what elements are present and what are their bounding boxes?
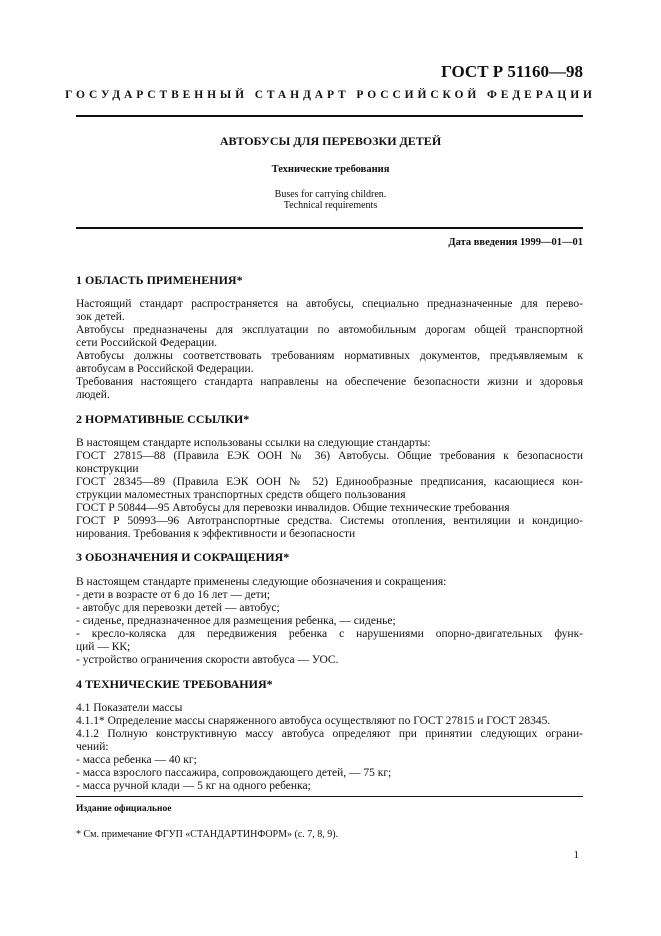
- section-1-line: сети Российской Федерации.: [76, 337, 218, 349]
- top-rule: [76, 115, 583, 117]
- document-subtitle: Технические требования: [271, 164, 390, 175]
- footer-rule: [76, 796, 583, 797]
- section-2-line: нирования. Требования к эффективности и безопасности: [76, 528, 356, 540]
- section-3-line: ций — КК;: [76, 641, 131, 653]
- document-number: ГОСТ Р 51160—98: [441, 62, 583, 81]
- document-title: АВТОБУСЫ ДЛЯ ПЕРЕВОЗКИ ДЕТЕЙ: [219, 134, 442, 148]
- state-standard-heading: ГОСУДАРСТВЕННЫЙ СТАНДАРТ РОССИЙСКОЙ ФЕДЕРАЦИИ: [65, 89, 596, 101]
- section-4-line: чений:: [76, 741, 109, 753]
- section-3-heading: 3 ОБОЗНАЧЕНИЯ И СОКРАЩЕНИЯ*: [76, 550, 290, 564]
- section-2-line: ГОСТ 27815—88 (Правила ЕЭК ООН № 36) Автобусы. Общие требования к безопасности: [76, 450, 583, 462]
- section-3-line: В настоящем стандарте применены следующие обозначения и сокращения:: [76, 576, 447, 588]
- page-number: 1: [573, 849, 579, 861]
- section-4-line: - масса взрослого пассажира, сопровождающего детей, — 75 кг;: [76, 767, 392, 779]
- section-4-line: 4.1 Показатели массы: [76, 702, 183, 714]
- english-title-line-2: Technical requirements: [283, 200, 378, 211]
- section-1-line: Требования настоящего стандарта направлены на обеспечение безопасности жизни и здоровья: [76, 376, 583, 388]
- official-edition-label: Издание официальное: [76, 804, 172, 814]
- section-2-line: ГОСТ Р 50844—95 Автобусы для перевозки инвалидов. Общие технические требования: [76, 502, 510, 514]
- section-1-line: людей.: [76, 389, 110, 401]
- section-3-line: - кресло-коляска для передвижения ребенка с нарушениями опорно-двигательных функ-: [76, 628, 583, 640]
- section-2-line: струкции маломестных транспортных средств общего пользования: [76, 489, 406, 501]
- section-2-line: ГОСТ 28345—89 (Правила ЕЭК ООН № 52) Единообразные предписания, касающиеся кон-: [76, 476, 583, 488]
- section-3-line: - устройство ограничения скорости автобуса — УОС.: [76, 654, 339, 666]
- section-1-line: Автобусы предназначены для эксплуатации по автомобильным дорогам общей транспортной: [76, 324, 583, 336]
- section-3-line: - сиденье, предназначенное для размещения ребенка, — сиденье;: [76, 615, 396, 627]
- section-4-heading: 4 ТЕХНИЧЕСКИЕ ТРЕБОВАНИЯ*: [76, 677, 273, 691]
- section-1-line-text: Настоящий стандарт распространяется на автобусы, специально предназначенные для перево-: [76, 298, 583, 310]
- section-1-heading: 1 ОБЛАСТЬ ПРИМЕНЕНИЯ*: [76, 273, 243, 287]
- section-4-line: 4.1.2 Полную конструктивную массу автобуса определяют при принятии следующих ограни-: [76, 728, 583, 740]
- footnote: * См. примечание ФГУП «СТАНДАРТИНФОРМ» (с. 7, 8, 9).: [76, 829, 339, 840]
- section-1-line: зок детей.: [76, 311, 125, 323]
- section-4-line: - масса ребенка — 40 кг;: [76, 754, 197, 766]
- section-1-line: Автобусы должны соответствовать требованиям нормативных документов, предъявляемым к: [76, 350, 583, 362]
- section-2-line: В настоящем стандарте использованы ссылки на следующие стандарты:: [76, 437, 431, 449]
- section-2-line: ГОСТ Р 50993—96 Автотранспортные средства. Системы отопления, вентиляции и кондицио-: [76, 515, 583, 527]
- introduction-date: Дата введения 1999—01—01: [448, 237, 583, 248]
- english-title-line-1: Buses for carrying children.: [274, 189, 387, 200]
- section-4-line: 4.1.1* Определение массы снаряженного автобуса осуществляют по ГОСТ 27815 и ГОСТ 28345.: [76, 715, 551, 727]
- section-1-line: автобусам в Российской Федерации.: [76, 363, 254, 375]
- title-rule: [76, 227, 583, 229]
- section-1-line: [76, 298, 583, 310]
- section-3-line: - дети в возрасте от 6 до 16 лет — дети;: [76, 589, 271, 601]
- section-4-line: - масса ручной клади — 5 кг на одного ребенка;: [76, 780, 311, 792]
- section-2-heading: 2 НОРМАТИВНЫЕ ССЫЛКИ*: [76, 412, 250, 426]
- section-2-line: конструкции: [76, 463, 139, 475]
- section-3-line: - автобус для перевозки детей — автобус;: [76, 602, 280, 614]
